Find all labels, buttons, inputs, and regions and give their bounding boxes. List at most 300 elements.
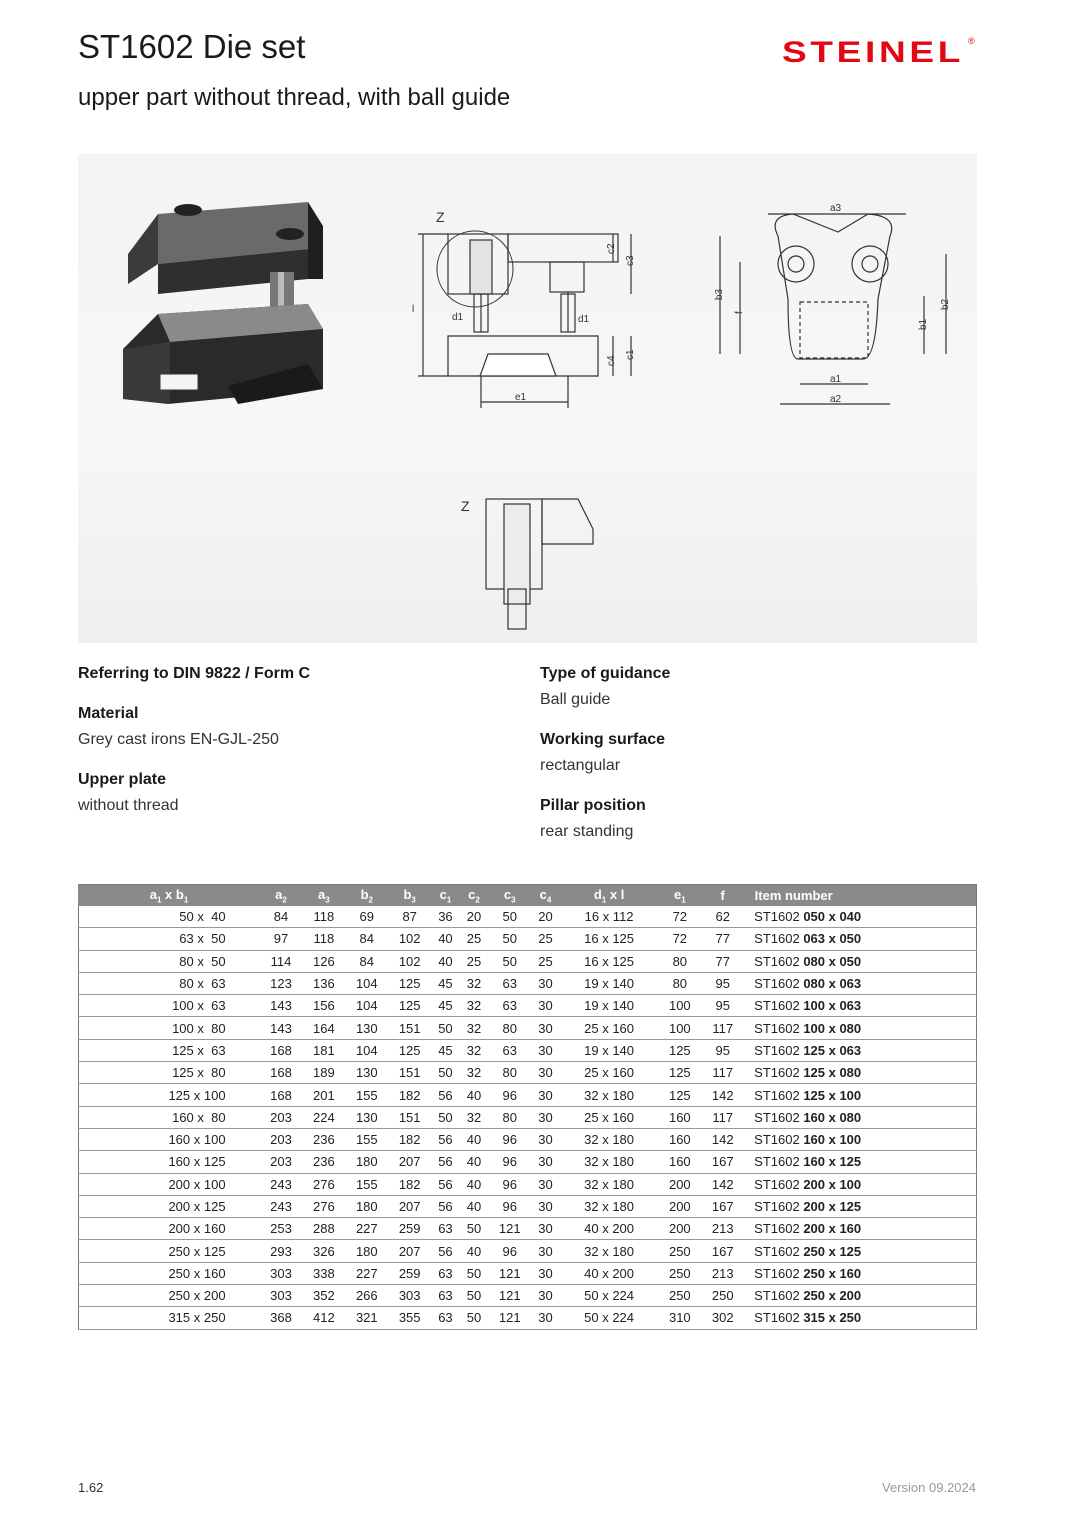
table-cell: 310 [658,1307,701,1329]
table-cell: 87 [388,906,431,928]
table-cell: 69 [345,906,388,928]
table-cell: 40 [460,1173,489,1195]
table-cell: 180 [345,1151,388,1173]
table-cell: 250 [658,1240,701,1262]
table-cell: 136 [302,972,345,994]
table-header-0 [79,885,260,907]
table-cell: 355 [388,1307,431,1329]
specs-left [78,664,498,836]
table-header-5 [431,885,460,907]
table-cell: 84 [345,928,388,950]
header-base: a [318,886,326,902]
table-cell: 121 [488,1307,531,1329]
item-number-cell [744,1128,976,1150]
spec-standard-label: Referring to DIN 9822 / Form C [78,665,311,682]
table-cell: 50 [460,1307,489,1329]
table-cell: 104 [345,1039,388,1061]
spec-pillar-position-label: Pillar position [540,797,646,814]
table-cell: 30 [531,1151,560,1173]
item-number-code: 080 x 063 [803,976,862,992]
table-cell: 167 [701,1240,744,1262]
table-row [79,1262,977,1284]
dim-d1-label: d1 [452,312,464,323]
table-header-11 [701,885,744,907]
table-cell: 102 [388,928,431,950]
item-number-prefix: ST1602 [754,1243,804,1259]
table-cell: 326 [302,1240,345,1262]
table-cell: 151 [388,1062,431,1084]
table-cell: 412 [302,1307,345,1329]
table-cell: 203 [260,1151,303,1173]
table-cell: 77 [701,928,744,950]
table-cell: 276 [302,1173,345,1195]
table-cell: 30 [531,1262,560,1284]
item-number-cell [744,1218,976,1240]
header-base: a [149,886,157,902]
table-row [79,906,977,928]
dim-b1-label: b1 [918,318,929,330]
dim-c3-label: c3 [625,255,636,266]
table-header-7 [488,885,531,907]
table-cell: 203 [260,1128,303,1150]
table-cell: 95 [701,972,744,994]
table-cell: 30 [531,972,560,994]
item-number-prefix: ST1602 [754,931,804,947]
table-cell: 63 [431,1307,460,1329]
header-subscript: 2 [368,895,373,905]
spec-standard [78,664,498,684]
table-cell: 30 [531,1285,560,1307]
table-cell: 80 [488,1017,531,1039]
table-cell: 121 [488,1262,531,1284]
table-cell: 321 [345,1307,388,1329]
header-subscript: 4 [546,895,552,905]
table-cell: 121 [488,1218,531,1240]
table-row [79,1017,977,1039]
table-cell: 32 x 180 [560,1128,659,1150]
table-cell: 200 [658,1218,701,1240]
table-cell: 63 [488,995,531,1017]
table-cell: 200 [658,1195,701,1217]
table-cell: 96 [488,1240,531,1262]
table-cell: 63 [488,972,531,994]
item-number-code: 125 x 080 [803,1065,862,1081]
item-number-cell [744,1039,976,1061]
item-number-code: 160 x 125 [803,1154,862,1170]
spec-upper-plate-value: without thread [78,797,179,814]
table-cell: 200 x 160 [79,1218,260,1240]
version-label: Version 09.2024 [882,1480,976,1495]
table-cell: 224 [302,1106,345,1128]
table-cell: 200 [658,1173,701,1195]
dim-a2-label: a2 [830,394,842,405]
table-cell: 100 [658,995,701,1017]
item-number-prefix: ST1602 [754,1042,804,1058]
spec-upper-plate-label: Upper plate [78,771,167,788]
item-number-code: 250 x 200 [803,1288,862,1304]
table-row [79,1173,977,1195]
table-cell: 118 [302,928,345,950]
table-cell: 160 x 100 [79,1128,260,1150]
item-number-cell [744,1062,976,1084]
item-number-cell [744,995,976,1017]
table-header-4 [388,885,431,907]
table-cell: 250 x 125 [79,1240,260,1262]
die-set-photo [123,202,323,404]
header-rest: x l [606,886,625,902]
spec-working-surface-value: rectangular [540,757,621,774]
table-cell: 80 x 63 [79,972,260,994]
table-cell: 30 [531,1106,560,1128]
table-cell: 155 [345,1084,388,1106]
table-cell: 40 [431,950,460,972]
table-cell: 200 x 125 [79,1195,260,1217]
item-number-code: 315 x 250 [803,1310,862,1326]
table-cell: 250 [658,1285,701,1307]
table-cell: 72 [658,928,701,950]
table-cell: 100 x 63 [79,995,260,1017]
table-cell: 125 [658,1084,701,1106]
table-cell: 253 [260,1218,303,1240]
table-cell: 236 [302,1128,345,1150]
table-cell: 30 [531,1173,560,1195]
table-cell: 96 [488,1173,531,1195]
table-cell: 84 [260,906,303,928]
header-subscript: 3 [325,895,330,905]
table-cell: 352 [302,1285,345,1307]
item-number-prefix: ST1602 [754,1154,804,1170]
item-number-code: 125 x 100 [803,1087,862,1103]
item-number-code: 160 x 100 [803,1132,862,1148]
table-cell: 243 [260,1173,303,1195]
item-number-code: 250 x 125 [803,1243,862,1259]
table-cell: 56 [431,1195,460,1217]
table-row [79,928,977,950]
table-cell: 80 [658,950,701,972]
table-cell: 303 [260,1262,303,1284]
table-cell: 125 [388,972,431,994]
table-row [79,950,977,972]
table-cell: 32 [460,1039,489,1061]
table-cell: 80 [658,972,701,994]
table-row [79,1062,977,1084]
item-number-prefix: ST1602 [754,1199,804,1214]
table-cell: 259 [388,1262,431,1284]
spec-guidance-value: Ball guide [540,691,611,708]
detail-z-drawing [486,499,593,629]
table-cell: 227 [345,1218,388,1240]
table-cell: 32 x 180 [560,1195,659,1217]
header-subscript-2: 1 [183,895,189,905]
table-cell: 303 [260,1285,303,1307]
table-cell: 130 [345,1017,388,1039]
dim-a3-label: a3 [830,203,842,214]
table-row [79,1285,977,1307]
table-cell: 130 [345,1062,388,1084]
table-cell: 50 [488,906,531,928]
item-number-cell [744,972,976,994]
table-header-2 [302,885,345,907]
item-number-prefix: ST1602 [754,1087,804,1103]
table-header-8 [531,885,560,907]
table-cell: 182 [388,1173,431,1195]
table-cell: 130 [345,1106,388,1128]
table-cell: 236 [302,1151,345,1173]
table-cell: 160 [658,1106,701,1128]
item-number-cell [744,1285,976,1307]
table-cell: 45 [431,995,460,1017]
table-cell: 50 [460,1262,489,1284]
table-cell: 125 x 100 [79,1084,260,1106]
table-cell: 50 x 224 [560,1307,659,1329]
table-cell: 77 [701,950,744,972]
table-cell: 104 [345,995,388,1017]
table-cell: 32 x 180 [560,1084,659,1106]
table-cell: 72 [658,906,701,928]
item-number-prefix: ST1602 [754,909,804,925]
item-number-code: 050 x 040 [803,909,862,925]
table-header-3 [345,885,388,907]
item-number-cell [744,1151,976,1173]
table-cell: 63 x 50 [79,928,260,950]
table-row [79,1128,977,1150]
table-cell: 104 [345,972,388,994]
dim-c1-label: c1 [625,349,636,360]
table-cell: 201 [302,1084,345,1106]
item-number-cell [744,1262,976,1284]
header-subscript: 2 [475,895,480,905]
table-cell: 155 [345,1173,388,1195]
table-body [79,906,977,1329]
table-cell: 40 [460,1151,489,1173]
table-cell: 181 [302,1039,345,1061]
table-cell: 25 x 160 [560,1062,659,1084]
table-cell: 250 [701,1285,744,1307]
table-cell: 168 [260,1039,303,1061]
spec-guidance-label: Type of guidance [540,665,671,682]
table-cell: 288 [302,1218,345,1240]
header-subscript: 1 [446,895,452,905]
table-cell: 213 [701,1218,744,1240]
item-number-prefix: ST1602 [754,1132,804,1148]
page-number: 1.62 [78,1480,104,1495]
table-cell: 266 [345,1285,388,1307]
table-cell: 25 x 160 [560,1106,659,1128]
header-rest: x b [161,886,184,902]
table-cell: 207 [388,1195,431,1217]
table-cell: 338 [302,1262,345,1284]
table-cell: 63 [488,1039,531,1061]
table-cell: 121 [488,1285,531,1307]
table-cell: 100 x 80 [79,1017,260,1039]
table-cell: 36 [431,906,460,928]
table-cell: 160 x 125 [79,1151,260,1173]
table-cell: 143 [260,995,303,1017]
table-cell: 189 [302,1062,345,1084]
table-cell: 203 [260,1106,303,1128]
spec-upper-plate [78,770,498,816]
item-number-cell [744,950,976,972]
table-cell: 30 [531,1307,560,1329]
table-row [79,1240,977,1262]
table-cell: 20 [531,906,560,928]
table-cell: 62 [701,906,744,928]
table-cell: 32 [460,1106,489,1128]
dim-a1-label: a1 [830,374,842,385]
spec-pillar-position-value: rear standing [540,823,634,840]
table-cell: 16 x 125 [560,928,659,950]
logo-text: STEINEL [782,36,964,68]
detail-z-label: Z [436,209,445,225]
item-number-code: 100 x 080 [803,1020,862,1036]
table-cell: 200 x 100 [79,1173,260,1195]
table-cell: 25 [531,928,560,950]
table-cell: 151 [388,1017,431,1039]
table-cell: 142 [701,1173,744,1195]
table-cell: 80 [488,1062,531,1084]
table-cell: 63 [431,1218,460,1240]
dim-b2-label: b2 [940,298,951,310]
table-cell: 16 x 112 [560,906,659,928]
top-view-labels [714,203,951,405]
table-cell: 63 [431,1262,460,1284]
header-subscript: 3 [411,895,416,905]
table-cell: 30 [531,1039,560,1061]
table-cell: 50 [488,950,531,972]
table-cell: 160 [658,1151,701,1173]
table-cell: 40 [460,1240,489,1262]
table-header-row [79,885,977,907]
table-cell: 293 [260,1240,303,1262]
table-cell: 32 x 180 [560,1151,659,1173]
spec-material-label: Material [78,705,139,722]
header-base: b [360,886,369,902]
item-number-cell [744,906,976,928]
table-cell: 97 [260,928,303,950]
table-cell: 213 [701,1262,744,1284]
table-cell: 96 [488,1195,531,1217]
product-figure [78,154,977,643]
table-cell: 80 [488,1106,531,1128]
item-number-prefix: ST1602 [754,1109,804,1125]
table-cell: 50 x 224 [560,1285,659,1307]
table-cell: 125 x 80 [79,1062,260,1084]
specs-right [540,664,960,862]
table-cell: 96 [488,1128,531,1150]
table-cell: 40 [460,1128,489,1150]
table-cell: 56 [431,1151,460,1173]
table-cell: 276 [302,1195,345,1217]
table-cell: 19 x 140 [560,995,659,1017]
table-header-9 [560,885,659,907]
spec-working-surface [540,730,960,776]
table-cell: 151 [388,1106,431,1128]
table-cell: 250 x 200 [79,1285,260,1307]
table-cell: 117 [701,1106,744,1128]
table-cell: 126 [302,950,345,972]
spec-pillar-position [540,796,960,842]
page-subtitle: upper part without thread, with ball guide [78,84,511,111]
table-cell: 56 [431,1084,460,1106]
header-base: c [468,886,476,902]
header-subscript: 1 [601,895,607,905]
table-cell: 125 [658,1062,701,1084]
table-row [79,1039,977,1061]
table-cell: 20 [460,906,489,928]
item-number-code: 200 x 125 [803,1199,862,1214]
table-cell: 227 [345,1262,388,1284]
table-row [79,1195,977,1217]
table-cell: 143 [260,1017,303,1039]
table-cell: 250 x 160 [79,1262,260,1284]
item-number-cell [744,1307,976,1329]
table-cell: 142 [701,1084,744,1106]
table-cell: 50 [431,1017,460,1039]
table-cell: 167 [701,1195,744,1217]
table-cell: 125 x 63 [79,1039,260,1061]
table-cell: 160 x 80 [79,1106,260,1128]
table-cell: 40 [431,928,460,950]
header-subscript: 3 [511,895,516,905]
item-number-code: 250 x 160 [803,1265,862,1281]
table-cell: 259 [388,1218,431,1240]
table-cell: 56 [431,1240,460,1262]
item-number-prefix: ST1602 [754,1288,804,1304]
table-cell: 80 x 50 [79,950,260,972]
item-number-cell [744,1195,976,1217]
item-number-prefix: ST1602 [754,1020,804,1036]
table-cell: 180 [345,1195,388,1217]
table-row [79,1151,977,1173]
table-cell: 168 [260,1062,303,1084]
table-cell: 32 x 180 [560,1173,659,1195]
header-subscript: 2 [282,895,287,905]
table-cell: 32 [460,1062,489,1084]
table-cell: 125 [388,1039,431,1061]
table-cell: 30 [531,1128,560,1150]
table-cell: 302 [701,1307,744,1329]
table-cell: 32 x 180 [560,1240,659,1262]
table-cell: 142 [701,1128,744,1150]
header-base: c [503,886,512,902]
table-cell: 50 [460,1285,489,1307]
header-base: Item number [754,888,833,903]
table-cell: 25 [531,950,560,972]
header-base: d [593,886,602,902]
item-number-cell [744,1173,976,1195]
item-number-prefix: ST1602 [754,1221,804,1237]
header-base: b [403,886,412,902]
table-cell: 30 [531,1084,560,1106]
dim-c2-label: c2 [606,243,617,254]
side-view-drawing [418,231,631,408]
table-cell: 96 [488,1151,531,1173]
item-number-code: 200 x 100 [803,1176,862,1192]
table-cell: 84 [345,950,388,972]
item-number-prefix: ST1602 [754,1065,804,1081]
item-number-cell [744,928,976,950]
table-header-10 [658,885,701,907]
item-number-prefix: ST1602 [754,1176,804,1192]
table-cell: 40 [460,1195,489,1217]
table-cell: 30 [531,1062,560,1084]
product-drawing [78,154,977,643]
table-cell: 117 [701,1062,744,1084]
header-base: a [275,886,283,902]
header-base: f [720,888,725,903]
table-cell: 32 [460,995,489,1017]
table-row [79,1106,977,1128]
